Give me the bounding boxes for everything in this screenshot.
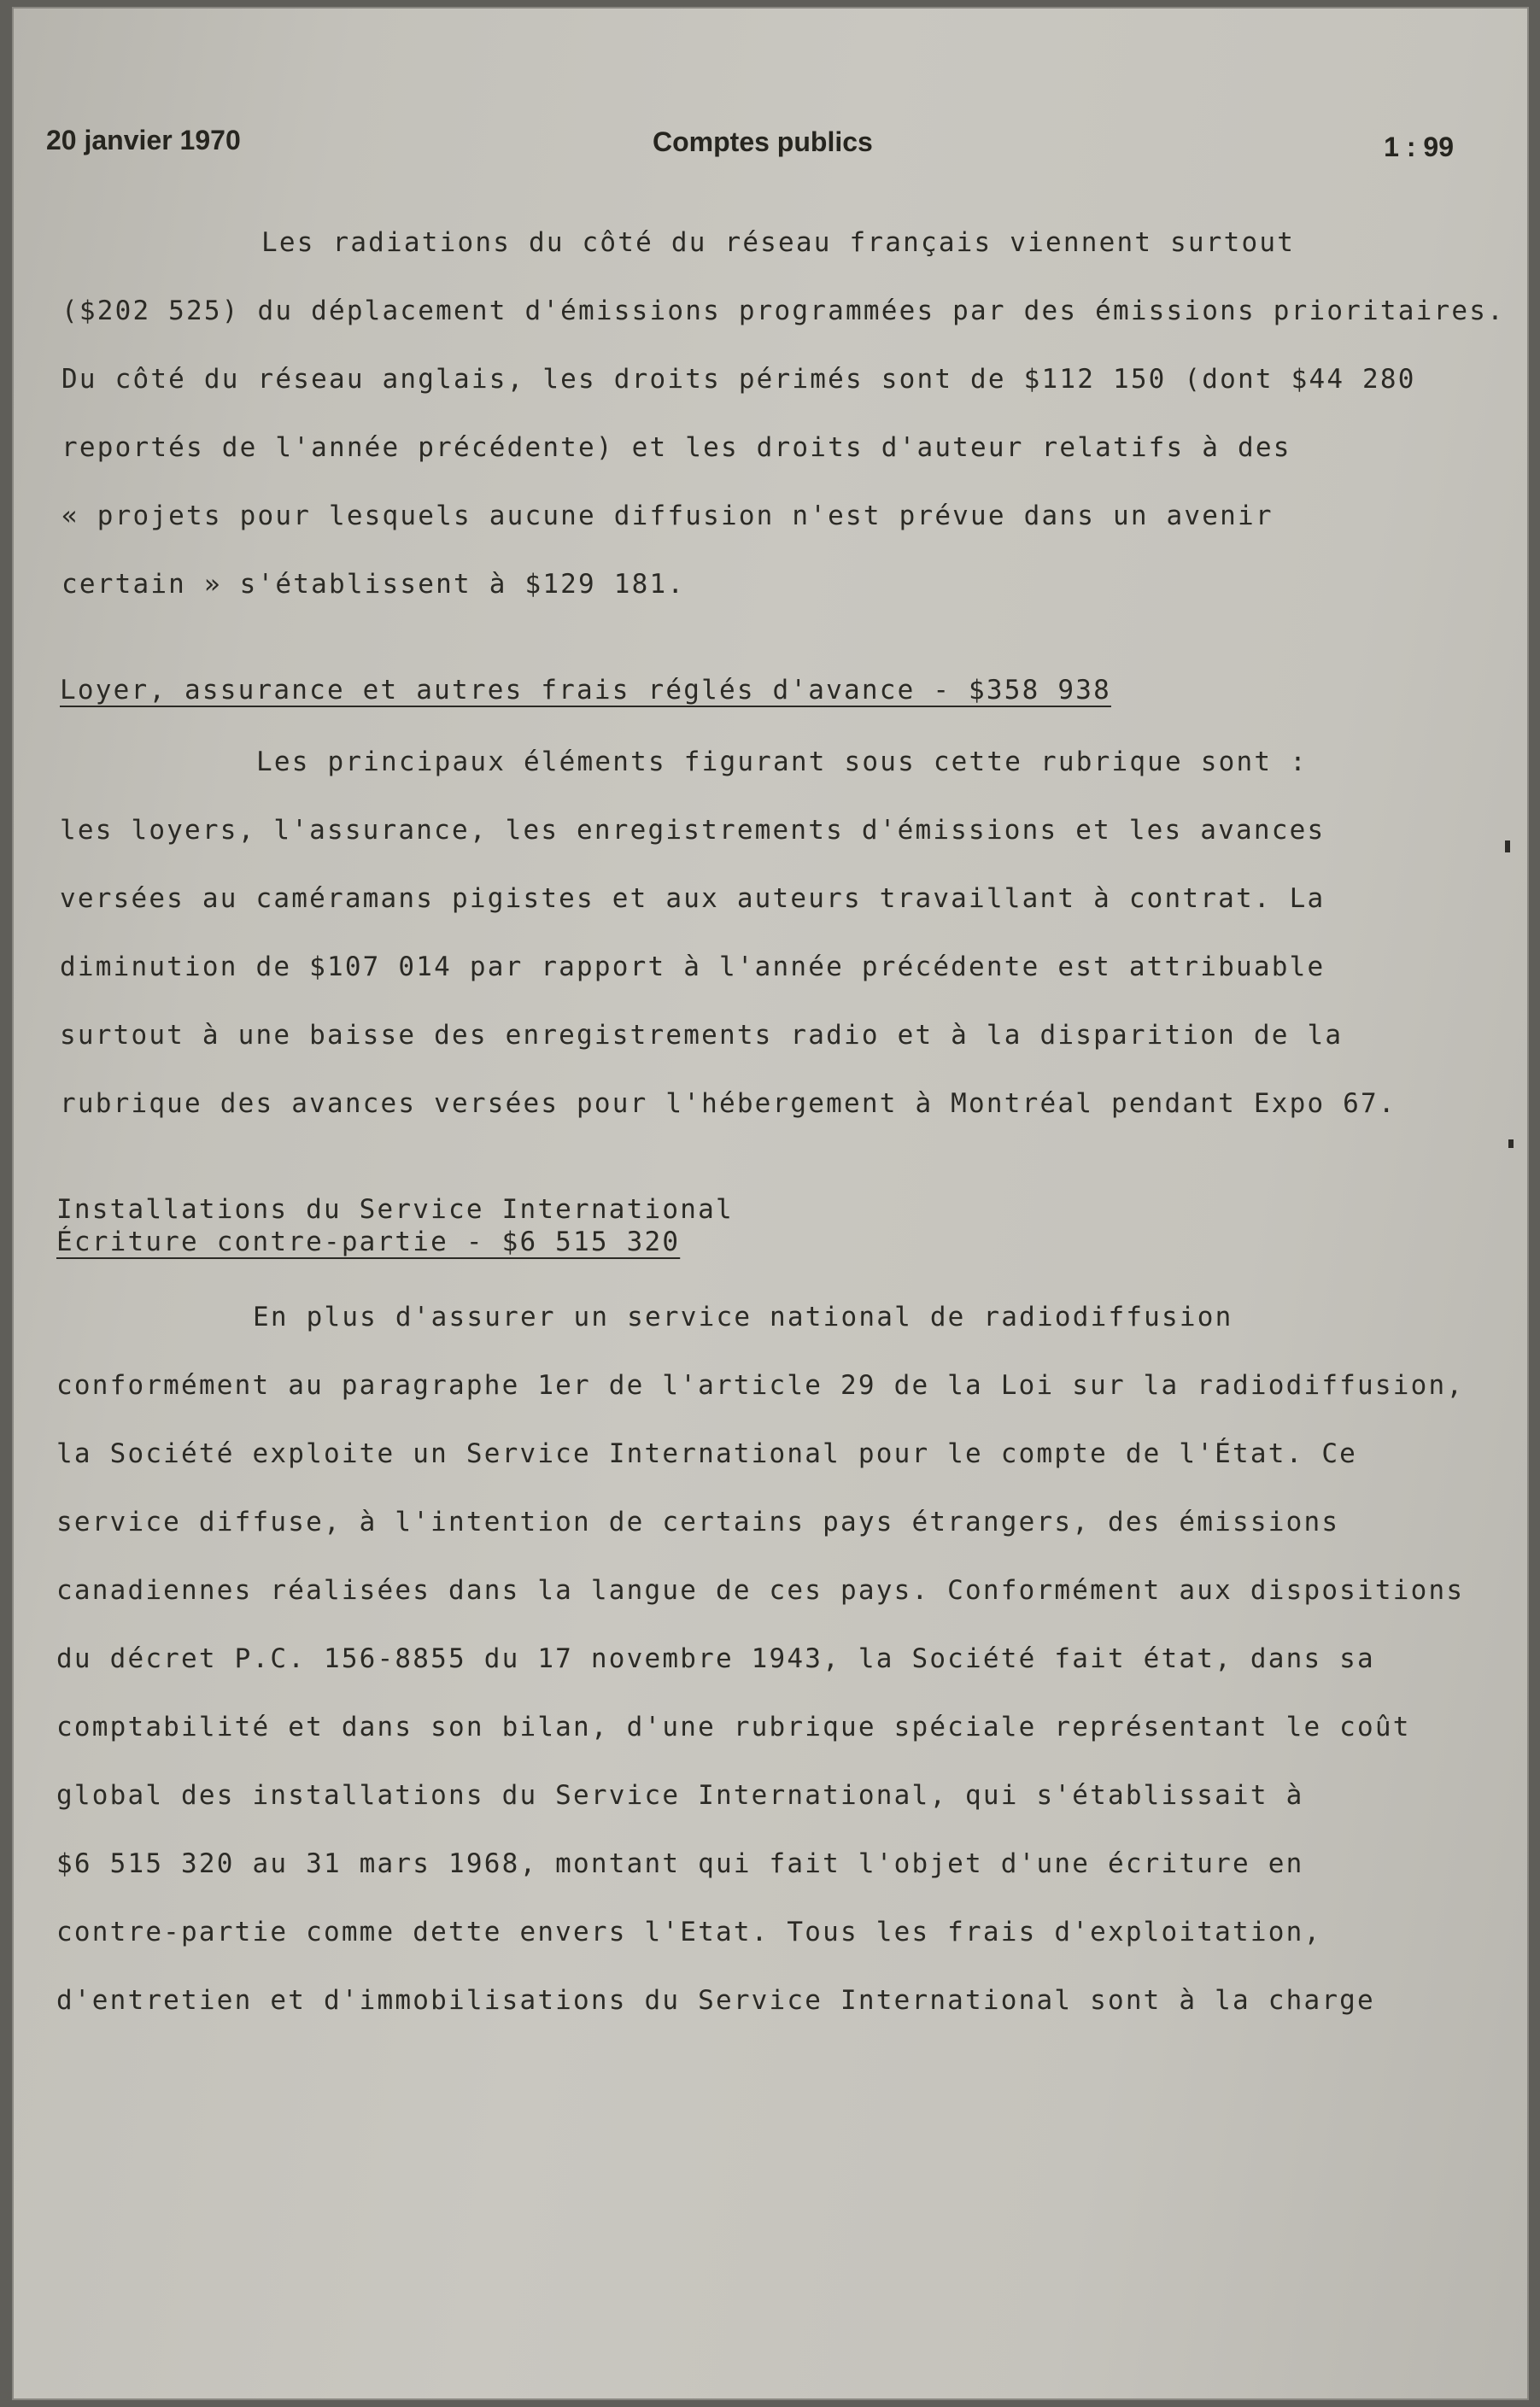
document-page	[12, 7, 1529, 2400]
paragraph-line: En plus d'assurer un service national de radiodiffusion	[253, 1302, 1233, 1332]
paragraph-line: comptabilité et dans son bilan, d'une rubrique spéciale représentant le coût	[56, 1712, 1411, 1742]
paragraph-line: Les radiations du côté du réseau français viennent surtout	[261, 227, 1296, 258]
section-heading-line: Installations du Service International	[56, 1194, 734, 1225]
paragraph-line: conformément au paragraphe 1er de l'article 29 de la Loi sur la radiodiffusion,	[56, 1370, 1465, 1401]
margin-mark	[1508, 1139, 1514, 1148]
section-heading: Loyer, assurance et autres frais réglés d'avance - $358 938	[60, 675, 1111, 706]
paragraph-line: contre-partie comme dette envers l'Etat. Tous les frais d'exploitation,	[56, 1917, 1322, 1947]
paragraph-line: diminution de $107 014 par rapport à l'année précédente est attribuable	[60, 952, 1326, 982]
header-page-number: 1 : 99	[1384, 132, 1454, 162]
header-title: Comptes publics	[653, 126, 873, 157]
paragraph-line: d'entretien et d'immobilisations du Service International sont à la charge	[56, 1985, 1375, 2016]
paragraph-line: Les principaux éléments figurant sous cette rubrique sont :	[256, 747, 1308, 777]
paragraph-line: surtout à une baisse des enregistrements radio et à la disparition de la	[60, 1020, 1344, 1051]
paragraph-line: $6 515 320 au 31 mars 1968, montant qui fait l'objet d'une écriture en	[56, 1848, 1304, 1879]
paragraph-line: la Société exploite un Service International pour le compte de l'État. Ce	[56, 1438, 1358, 1469]
paragraph-line: reportés de l'année précédente) et les droits d'auteur relatifs à des	[61, 432, 1291, 463]
paragraph-line: canadiennes réalisées dans la langue de ces pays. Conformément aux dispositions	[56, 1575, 1465, 1606]
paragraph-line: certain » s'établissent à $129 181.	[61, 569, 686, 600]
margin-mark	[1505, 840, 1510, 852]
paragraph-line: « projets pour lesquels aucune diffusion n'est prévue dans un avenir	[61, 501, 1274, 531]
paragraph-line: Du côté du réseau anglais, les droits périmés sont de $112 150 (dont $44 280	[61, 364, 1416, 395]
paragraph-line: ($202 525) du déplacement d'émissions programmées par des émissions prioritaires.	[61, 296, 1505, 326]
paragraph-line: rubrique des avances versées pour l'hébergement à Montréal pendant Expo 67.	[60, 1088, 1397, 1119]
paragraph-line: les loyers, l'assurance, les enregistrements d'émissions et les avances	[60, 815, 1326, 846]
paragraph-line: du décret P.C. 156-8855 du 17 novembre 1943, la Société fait état, dans sa	[56, 1643, 1375, 1674]
document-body	[12, 7, 1529, 2400]
paragraph-line: service diffuse, à l'intention de certains pays étrangers, des émissions	[56, 1507, 1340, 1537]
paragraph-line: versées au caméramans pigistes et aux auteurs travaillant à contrat. La	[60, 883, 1326, 914]
header-date: 20 janvier 1970	[46, 125, 241, 155]
section-heading: Écriture contre-partie - $6 515 320	[56, 1227, 681, 1257]
paragraph-line: global des installations du Service International, qui s'établissait à	[56, 1780, 1304, 1811]
